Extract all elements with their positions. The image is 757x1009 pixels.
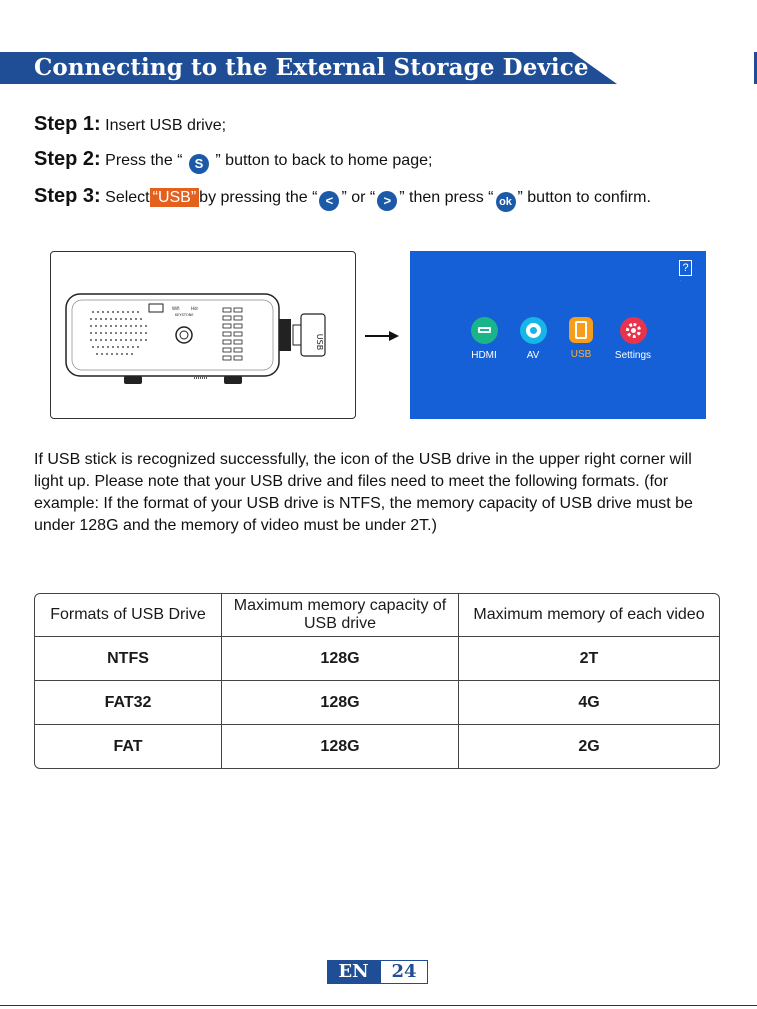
source-button-icon: S (189, 154, 209, 174)
ok-button-icon: ok (496, 192, 516, 212)
page-number: 24 (380, 960, 428, 984)
step-3-pre: Select (105, 189, 150, 206)
table-cell: FAT (35, 725, 222, 768)
step-1-label: Step 1: (34, 113, 101, 135)
svg-text:Wifi: Wifi (172, 306, 180, 311)
table-cell: 4G (459, 681, 719, 725)
table-row (35, 637, 719, 681)
usb-icon (569, 317, 593, 343)
table-cell: 128G (222, 725, 459, 768)
right-arrow-button-icon: > (377, 191, 397, 211)
keystone-knob-icon (176, 327, 192, 343)
step-3-mid2: ” or “ (341, 189, 376, 206)
projector-illustration (51, 252, 355, 418)
step-2 (34, 148, 432, 174)
app-settings-label: Settings (614, 350, 652, 361)
table-cell: NTFS (35, 637, 222, 681)
table-cell: 128G (222, 637, 459, 681)
usb-format-table (34, 593, 720, 769)
usb-recognition-note: If USB stick is recognized successfully, the icon of the USB drive in the upper right corner will light up. Please note that your USB drive and files need to meet the following formats. (for example: If the format of your USB drive is NTFS, the memory capacity of USB drive must be under 128G and the memory of video must be under 2T.) (34, 451, 693, 534)
page-footer (327, 960, 428, 984)
av-icon (520, 317, 547, 344)
bottom-divider (0, 1005, 757, 1006)
step-1 (34, 113, 226, 136)
app-hdmi-label: HDMI (471, 350, 497, 361)
table-row (35, 725, 719, 768)
help-icon: ? (679, 260, 692, 276)
app-usb[interactable] (551, 317, 611, 360)
step-2-label: Step 2: (34, 148, 101, 170)
hdmi-icon (471, 317, 498, 344)
step-1-text: Insert USB drive; (105, 117, 227, 134)
table-header-cell: Formats of USB Drive (35, 594, 222, 637)
table-cell: 128G (222, 681, 459, 725)
table-header-cell: Maximum memory of each video (459, 594, 719, 637)
app-av-label: AV (526, 350, 540, 361)
home-screen: ? · HDMI AV USB Settings (410, 251, 706, 419)
settings-icon (620, 317, 647, 344)
table-header-cell: Maximum memory capacity of USB drive (222, 594, 459, 637)
step-3-mid3: ” then press “ (399, 189, 494, 206)
step-3-post: ” button to confirm. (517, 189, 651, 206)
step-2-post: ” button to back to home page; (215, 152, 433, 169)
app-settings[interactable] (603, 317, 663, 361)
step-3-label: Step 3: (34, 185, 101, 207)
table-header-row (35, 594, 719, 637)
app-usb-label: USB (570, 349, 592, 360)
language-badge: EN (327, 960, 380, 984)
table-cell: 2G (578, 737, 600, 755)
svg-text:Hdr: Hdr (191, 306, 199, 311)
keystone-label: KEYSTONE (175, 313, 194, 317)
left-arrow-button-icon: < (319, 191, 339, 211)
table-cell: 2T (459, 637, 719, 681)
usb-stick-label: USB (315, 333, 324, 351)
step-3 (34, 185, 651, 212)
step-3-mid1: by pressing the “ (199, 189, 318, 206)
projector-photo-frame (50, 251, 356, 419)
step-2-pre: Press the “ (105, 152, 183, 169)
arrow-right-icon (365, 330, 399, 342)
usb-highlight: “USB” (150, 188, 200, 207)
section-title: Connecting to the External Storage Device (34, 54, 589, 81)
table-row (35, 681, 719, 725)
table-cell: FAT32 (35, 681, 222, 725)
